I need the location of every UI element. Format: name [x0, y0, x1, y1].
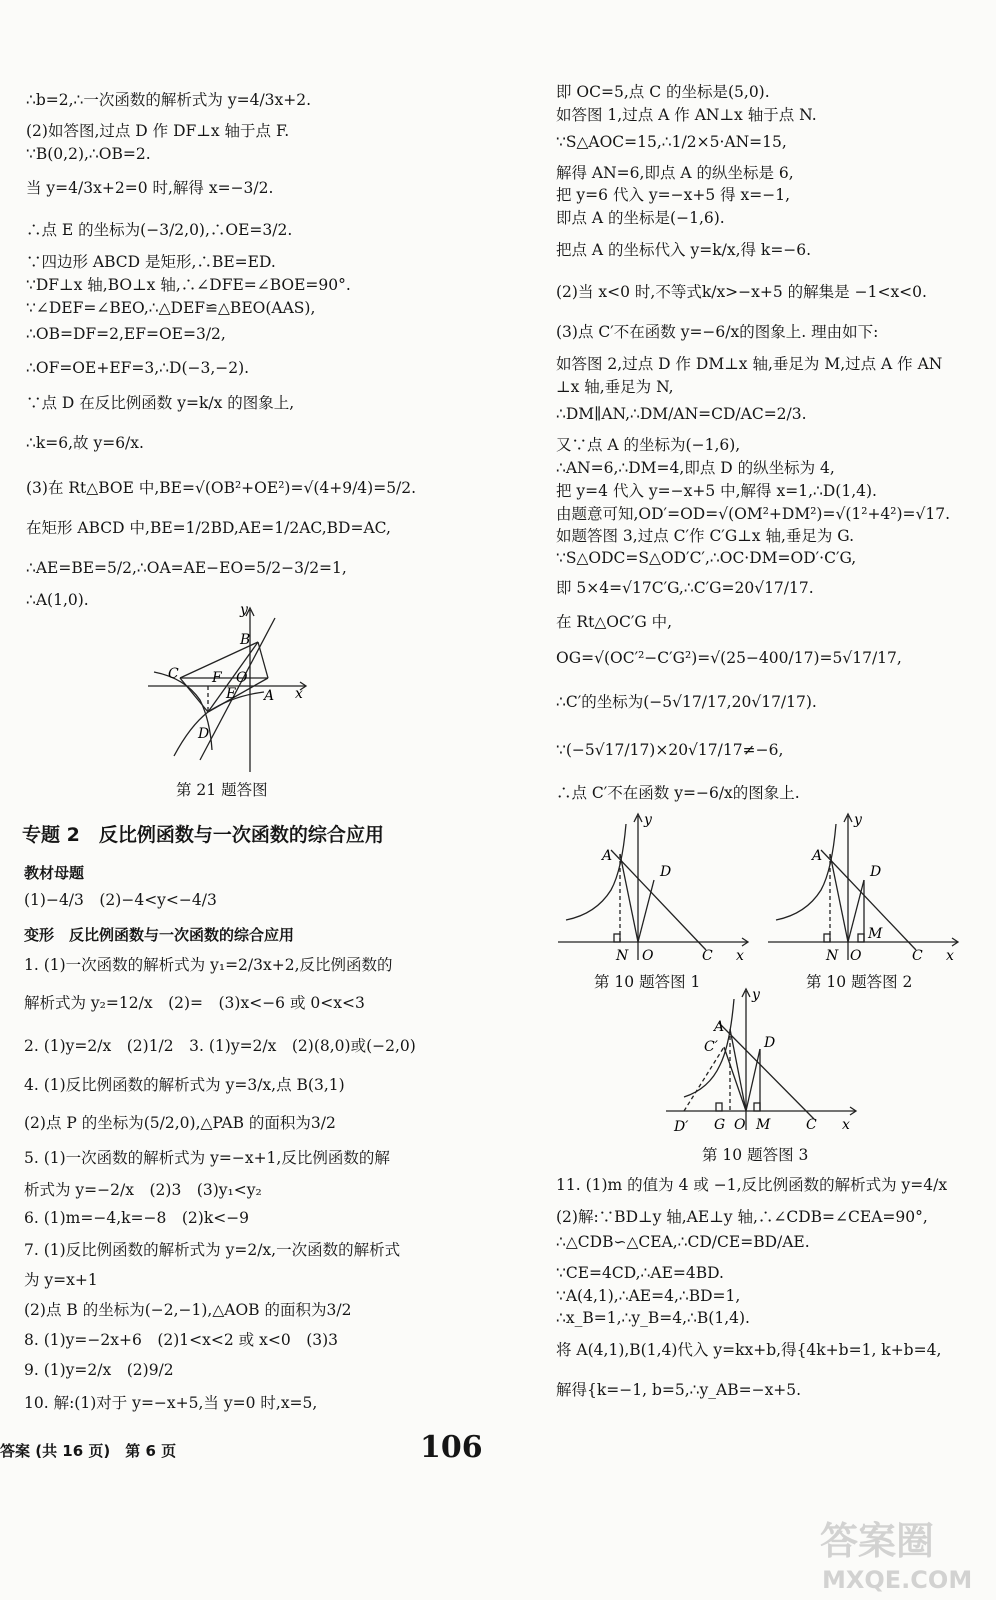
fig10b-label: M: [868, 926, 883, 942]
figure-10-2: [766, 810, 966, 970]
text-line: 将 A(4,1),B(1,4)代入 y=kx+b,得{4k+b=1, k+b=4,: [556, 1341, 942, 1359]
fig10b-label: C: [912, 948, 923, 964]
fig10c-label: C′: [704, 1039, 718, 1055]
fig21-label: O: [236, 670, 248, 686]
text-line: ∵(−5√17/17)×20√17/17≠−6,: [556, 741, 784, 759]
fig10b-label: O: [850, 948, 862, 964]
fig10c-label: G: [714, 1117, 726, 1133]
text-line: ∵S△ODC=S△OD′C′,∴OC·DM=OD′·C′G,: [556, 549, 857, 567]
fig21-label: B: [240, 632, 251, 648]
subsection-title: 教材母题: [24, 864, 85, 882]
text-line: ∵四边形 ABCD 是矩形,∴BE=ED.: [26, 253, 276, 271]
text-line: 8. (1)y=−2x+6 (2)1<x<2 或 x<0 (3)3: [24, 1331, 339, 1349]
text-line: 2. (1)y=2/x (2)1/2 3. (1)y=2/x (2)(8,0)或(−2,0): [24, 1037, 416, 1055]
text-line: (2)如答图,过点 D 作 DF⊥x 轴于点 F.: [26, 122, 290, 140]
fig10b-label: A: [812, 848, 823, 864]
text-line: ∴A(1,0).: [26, 591, 89, 609]
fig10a-label: x: [736, 948, 744, 964]
text-line: 如题答图 3,过点 C′作 C′G⊥x 轴,垂足为 G.: [556, 527, 855, 545]
figure-caption: 第 10 题答图 3: [702, 1146, 809, 1164]
text-line: 在 Rt△OC′G 中,: [556, 613, 673, 631]
text-line: 解析式为 y₂=12/x (2)= (3)x<−6 或 0<x<3: [24, 994, 365, 1012]
text-line: 11. (1)m 的值为 4 或 −1,反比例函数的解析式为 y=4/x: [556, 1176, 948, 1194]
text-line: 为 y=x+1: [24, 1271, 98, 1289]
text-line: (2)点 B 的坐标为(−2,−1),△AOB 的面积为3/2: [24, 1301, 352, 1319]
subsection-title: 变形 反比例函数与一次函数的综合应用: [24, 926, 295, 944]
fig21-label: x: [295, 686, 303, 702]
text-line: 如答图 2,过点 D 作 DM⊥x 轴,垂足为 M,过点 A 作 AN: [556, 355, 943, 373]
text-line: ∴AE=BE=5/2,∴OA=AE−EO=5/2−3/2=1,: [26, 559, 347, 577]
text-line: 在矩形 ABCD 中,BE=1/2BD,AE=1/2AC,BD=AC,: [26, 519, 391, 537]
page-number: 106: [420, 1430, 483, 1465]
text-line: 1. (1)一次函数的解析式为 y₁=2/3x+2,反比例函数的: [24, 956, 393, 974]
text-line: ∵∠DEF=∠BEO,∴△DEF≌△BEO(AAS),: [26, 299, 316, 317]
text-line: ∴x_B=1,∴y_B=4,∴B(1,4).: [556, 1309, 750, 1327]
text-line: 9. (1)y=2/x (2)9/2: [24, 1361, 174, 1379]
figure-10-1: [556, 810, 756, 970]
text-line: ∴OB=DF=2,EF=OE=3/2,: [26, 325, 226, 343]
watermark-logo: [800, 1506, 990, 1596]
text-line: 4. (1)反比例函数的解析式为 y=3/x,点 B(3,1): [24, 1076, 345, 1094]
fig21-label: D: [198, 726, 210, 742]
text-line: 把 y=4 代入 y=−x+5 中,解得 x=1,∴D(1,4).: [556, 482, 877, 500]
text-line: 即 5×4=√17C′G,∴C′G=20√17/17.: [556, 579, 814, 597]
fig10c-label: D: [764, 1035, 776, 1051]
figure-caption: 第 21 题答图: [176, 781, 268, 799]
fig10b-label: N: [826, 948, 839, 964]
text-line: (2)解:∵BD⊥y 轴,AE⊥y 轴,∴∠CDB=∠CEA=90°,: [556, 1208, 928, 1226]
fig10a-label: y: [644, 812, 652, 828]
figure-21: [140, 600, 320, 780]
text-line: ∵B(0,2),∴OB=2.: [26, 145, 151, 163]
fig10c-label: y: [752, 987, 760, 1003]
text-line: (2)当 x<0 时,不等式k/x>−x+5 的解集是 −1<x<0.: [556, 283, 927, 301]
text-line: (3)点 C′不在函数 y=−6/x的图象上. 理由如下:: [556, 323, 879, 341]
text-line: ∵CE=4CD,∴AE=4BD.: [556, 1264, 724, 1282]
fig10c-label: M: [756, 1117, 771, 1133]
text-line: 如答图 1,过点 A 作 AN⊥x 轴于点 N.: [556, 106, 817, 124]
text-line: 7. (1)反比例函数的解析式为 y=2/x,一次函数的解析式: [24, 1241, 401, 1259]
text-line: 5. (1)一次函数的解析式为 y=−x+1,反比例函数的解: [24, 1149, 390, 1167]
fig10b-label: x: [946, 948, 954, 964]
fig10a-label: A: [602, 848, 613, 864]
fig10c-label: A: [714, 1019, 725, 1035]
fig21-label: C: [168, 666, 179, 682]
text-line: 析式为 y=−2/x (2)3 (3)y₁<y₂: [24, 1181, 262, 1199]
fig10b-label: D: [870, 864, 882, 880]
text-line: 解得{k=−1, b=5,∴y_AB=−x+5.: [556, 1381, 802, 1399]
fig10c-label: O: [734, 1117, 746, 1133]
text-line: 解得 AN=6,即点 A 的纵坐标是 6,: [556, 164, 794, 182]
text-line: 把 y=6 代入 y=−x+5 得 x=−1,: [556, 186, 791, 204]
fig21-label: E: [226, 686, 237, 702]
text-line: 6. (1)m=−4,k=−8 (2)k<−9: [24, 1209, 250, 1227]
text-line: 又∵点 A 的坐标为(−1,6),: [556, 436, 741, 454]
text-line: ∴C′的坐标为(−5√17/17,20√17/17).: [556, 693, 817, 711]
fig10a-label: C: [702, 948, 713, 964]
fig10a-label: O: [642, 948, 654, 964]
text-line: ∵S△AOC=15,∴1/2×5·AN=15,: [556, 133, 787, 151]
text-line: 即点 A 的坐标是(−1,6).: [556, 209, 725, 227]
text-line: 由题意可知,OD′=OD=√(OM²+DM²)=√(1²+4²)=√17.: [556, 505, 951, 523]
text-line: ∵点 D 在反比例函数 y=k/x 的图象上,: [26, 394, 295, 412]
text-line: ∴点 C′不在函数 y=−6/x的图象上.: [556, 784, 800, 802]
text-line: 10. 解:(1)对于 y=−x+5,当 y=0 时,x=5,: [24, 1394, 318, 1412]
text-line: ⊥x 轴,垂足为 N,: [556, 378, 674, 396]
text-line: ∴△CDB∽△CEA,∴CD/CE=BD/AE.: [556, 1233, 810, 1251]
watermark-text: 答案圈: [820, 1519, 935, 1563]
fig10a-label: D: [660, 864, 672, 880]
text-line: 即 OC=5,点 C 的坐标是(5,0).: [556, 83, 770, 101]
text-line: OG=√(OC′²−C′G²)=√(25−400/17)=5√17/17,: [556, 649, 902, 667]
text-line: ∴OF=OE+EF=3,∴D(−3,−2).: [26, 359, 250, 377]
text-line: (2)点 P 的坐标为(5/2,0),△PAB 的面积为3/2: [24, 1114, 336, 1132]
text-line: (1)−4/3 (2)−4<y<−4/3: [24, 891, 217, 909]
fig10b-label: y: [854, 812, 862, 828]
text-line: ∵DF⊥x 轴,BO⊥x 轴,∴∠DFE=∠BOE=90°.: [26, 276, 351, 294]
text-line: (3)在 Rt△BOE 中,BE=√(OB²+OE²)=√(4+9/4)=5/2.: [26, 479, 417, 497]
fig21-label: A: [264, 688, 275, 704]
figure-caption: 第 10 题答图 2: [806, 973, 913, 991]
fig21-label: y: [240, 602, 248, 618]
text-line: ∴DM∥AN,∴DM/AN=CD/AC=2/3.: [556, 405, 807, 423]
watermark-url: MXQE.COM: [822, 1566, 973, 1594]
text-line: 当 y=4/3x+2=0 时,解得 x=−3/2.: [26, 179, 274, 197]
text-line: ∴b=2,∴一次函数的解析式为 y=4/3x+2.: [26, 91, 312, 109]
page-footer: 答案 (共 16 页) 第 6 页: [0, 1442, 177, 1460]
text-line: 把点 A 的坐标代入 y=k/x,得 k=−6.: [556, 241, 812, 259]
section-title: 专题 2 反比例函数与一次函数的综合应用: [22, 824, 384, 846]
fig10c-label: D′: [674, 1119, 689, 1135]
text-line: ∴点 E 的坐标为(−3/2,0),∴OE=3/2.: [26, 221, 293, 239]
fig10a-label: N: [616, 948, 629, 964]
figure-caption: 第 10 题答图 1: [594, 973, 701, 991]
figure-10-3: [664, 985, 864, 1140]
fig10c-label: C: [806, 1117, 817, 1133]
text-line: ∴k=6,故 y=6/x.: [26, 434, 144, 452]
text-line: ∴AN=6,∴DM=4,即点 D 的纵坐标为 4,: [556, 459, 835, 477]
fig21-label: F: [212, 670, 222, 686]
fig10c-label: x: [842, 1117, 850, 1133]
text-line: ∵A(4,1),∴AE=4,∴BD=1,: [556, 1287, 741, 1305]
